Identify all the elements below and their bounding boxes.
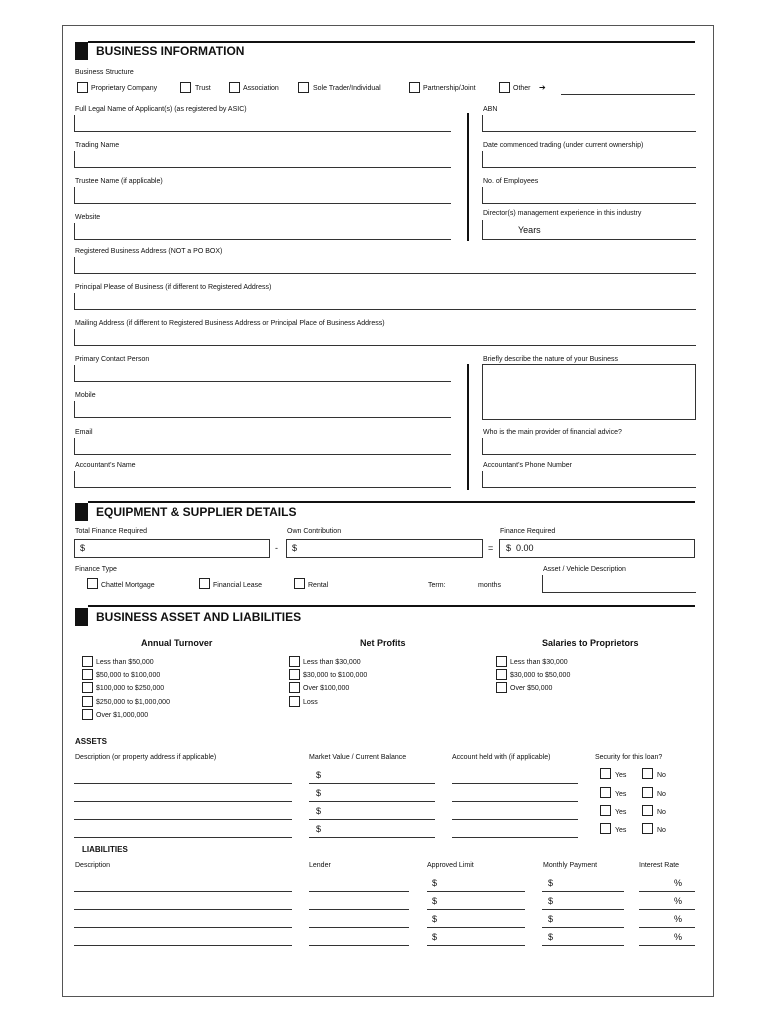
field-label: Principal Please of Business (if different to Registered Address) — [75, 284, 272, 291]
total-finance-input[interactable] — [74, 539, 270, 558]
checkbox-proprietary[interactable] — [77, 82, 88, 93]
liability-description-input[interactable] — [74, 891, 292, 892]
accountant-name-input[interactable] — [74, 471, 451, 488]
assets-heading: ASSETS — [75, 737, 108, 746]
field-label: Briefly describe the nature of your Business — [483, 356, 619, 363]
currency-symbol: $ — [316, 788, 322, 798]
approved-limit-input[interactable] — [427, 909, 525, 910]
arrow-right-icon: ➔ — [539, 83, 546, 92]
currency-symbol: $ — [548, 914, 554, 924]
no-label: No — [657, 809, 666, 816]
interest-rate-input[interactable] — [639, 945, 695, 946]
option-label: $30,000 to $100,000 — [303, 672, 368, 679]
checkbox-trust[interactable] — [180, 82, 191, 93]
approved-limit-input[interactable] — [427, 945, 525, 946]
currency-symbol: $ — [548, 932, 554, 942]
checkbox-security-yes[interactable] — [600, 787, 611, 798]
turnover-heading: Annual Turnover — [141, 638, 213, 648]
option-label: Association — [243, 85, 279, 92]
checkbox-profits[interactable] — [289, 669, 300, 680]
trustee-name-input[interactable] — [74, 187, 451, 204]
no-label: No — [657, 791, 666, 798]
yes-label: Yes — [615, 791, 627, 798]
mobile-input[interactable] — [74, 401, 451, 418]
section-marker — [75, 503, 88, 521]
checkbox-other[interactable] — [499, 82, 510, 93]
column-header: Lender — [309, 862, 331, 869]
checkbox-turnover[interactable] — [82, 696, 93, 707]
field-label: Registered Business Address (NOT a PO BOX) — [75, 248, 223, 255]
finance-required-value: $ 0.00 — [506, 543, 534, 553]
option-label: Proprietary Company — [91, 85, 158, 92]
asset-account-input[interactable] — [452, 819, 578, 820]
field-label: Mobile — [75, 392, 96, 399]
field-label: Full Legal Name of Applicant(s) (as registered by ASIC) — [75, 106, 247, 113]
no-label: No — [657, 772, 666, 779]
profits-heading: Net Profits — [360, 638, 406, 648]
field-label: Director(s) management experience in this industry — [483, 210, 642, 217]
checkbox-security-yes[interactable] — [600, 768, 611, 779]
field-label: Total Finance Required — [75, 528, 147, 535]
liability-description-input[interactable] — [74, 927, 292, 928]
column-header: Account held with (if applicable) — [452, 754, 551, 761]
employees-input[interactable] — [482, 187, 696, 204]
checkbox-salaries[interactable] — [496, 682, 507, 693]
monthly-payment-input[interactable] — [542, 891, 624, 892]
section-marker — [75, 608, 88, 626]
column-header: Monthly Payment — [543, 862, 598, 869]
checkbox-profits[interactable] — [289, 656, 300, 667]
trading-name-input[interactable] — [74, 151, 451, 168]
email-input[interactable] — [74, 438, 451, 455]
lender-input[interactable] — [309, 891, 409, 892]
asset-account-input[interactable] — [452, 837, 578, 838]
option-label: $250,000 to $1,000,000 — [96, 699, 170, 706]
checkbox-sole-trader[interactable] — [298, 82, 309, 93]
checkbox-turnover[interactable] — [82, 682, 93, 693]
checkbox-security-no[interactable] — [642, 805, 653, 816]
option-label: Rental — [308, 582, 329, 589]
field-label: Finance Required — [500, 528, 556, 535]
percent-symbol: % — [674, 896, 683, 906]
field-label: Asset / Vehicle Description — [543, 566, 626, 573]
checkbox-security-yes[interactable] — [600, 823, 611, 834]
liabilities-heading: LIABILITIES — [82, 845, 128, 854]
checkbox-salaries[interactable] — [496, 656, 507, 667]
asset-description-input[interactable] — [74, 801, 292, 802]
checkbox-profits[interactable] — [289, 682, 300, 693]
field-label: Finance Type — [75, 566, 117, 573]
currency-symbol: $ — [432, 914, 438, 924]
field-label: Date commenced trading (under current ownership) — [483, 142, 644, 149]
checkbox-partnership[interactable] — [409, 82, 420, 93]
checkbox-security-no[interactable] — [642, 823, 653, 834]
option-label: Over $100,000 — [303, 685, 350, 692]
equals-sign: = — [488, 543, 494, 553]
checkbox-security-yes[interactable] — [600, 805, 611, 816]
primary-contact-input[interactable] — [74, 365, 451, 382]
column-divider — [467, 113, 469, 241]
currency-symbol: $ — [80, 543, 86, 553]
checkbox-rental[interactable] — [294, 578, 305, 589]
asset-description-input[interactable] — [74, 819, 292, 820]
no-label: No — [657, 827, 666, 834]
lender-input[interactable] — [309, 909, 409, 910]
section-title-equipment: EQUIPMENT & SUPPLIER DETAILS — [96, 505, 297, 519]
option-label: Over $1,000,000 — [96, 712, 149, 719]
field-label: Trustee Name (if applicable) — [75, 178, 163, 185]
option-label: Less than $50,000 — [96, 659, 154, 666]
asset-value-input[interactable] — [309, 783, 435, 784]
structure-label: Business Structure — [75, 69, 134, 76]
asset-account-input[interactable] — [452, 801, 578, 802]
column-divider — [467, 364, 469, 490]
option-label: Less than $30,000 — [303, 659, 361, 666]
asset-account-input[interactable] — [452, 783, 578, 784]
section-rule — [88, 501, 695, 503]
field-label: Mailing Address (if different to Registered Business Address or Principal Place of Business Address) — [75, 320, 385, 327]
section-rule — [88, 41, 695, 43]
option-label: Financial Lease — [213, 582, 263, 589]
currency-symbol: $ — [316, 806, 322, 816]
asset-value-input[interactable] — [309, 837, 435, 838]
field-label: No. of Employees — [483, 178, 539, 185]
financial-advice-input[interactable] — [482, 438, 696, 455]
option-label: $100,000 to $250,000 — [96, 685, 165, 692]
checkbox-salaries[interactable] — [496, 669, 507, 680]
asset-value-input[interactable] — [309, 801, 435, 802]
field-label: Accountant’s Name — [75, 462, 136, 469]
approved-limit-input[interactable] — [427, 891, 525, 892]
checkbox-association[interactable] — [229, 82, 240, 93]
section-rule — [88, 605, 695, 607]
section-title-business: BUSINESS INFORMATION — [96, 44, 245, 58]
column-header: Market Value / Current Balance — [309, 754, 407, 761]
liability-description-input[interactable] — [74, 945, 292, 946]
option-label: Less than $30,000 — [510, 659, 568, 666]
field-label: Primary Contact Person — [75, 356, 150, 363]
asset-value-input[interactable] — [309, 819, 435, 820]
checkbox-turnover[interactable] — [82, 709, 93, 720]
percent-symbol: % — [674, 914, 683, 924]
currency-symbol: $ — [548, 878, 554, 888]
option-label: Other — [513, 85, 531, 92]
column-header: Description (or property address if applicable) — [75, 754, 217, 761]
field-label: Trading Name — [75, 142, 120, 149]
monthly-payment-input[interactable] — [542, 927, 624, 928]
asset-description-input[interactable] — [74, 837, 292, 838]
checkbox-security-no[interactable] — [642, 768, 653, 779]
abn-input[interactable] — [482, 115, 696, 132]
currency-symbol: $ — [316, 770, 322, 780]
column-header: Interest Rate — [639, 862, 680, 869]
checkbox-profits[interactable] — [289, 696, 300, 707]
option-label: Chattel Mortgage — [101, 582, 155, 589]
field-label: ABN — [483, 106, 498, 113]
lender-input[interactable] — [309, 945, 409, 946]
currency-symbol: $ — [292, 543, 298, 553]
mailing-address-input[interactable] — [74, 329, 696, 346]
option-label: Sole Trader/Individual — [313, 85, 381, 92]
option-label: Trust — [195, 85, 211, 92]
asset-description-input[interactable] — [74, 783, 292, 784]
field-label: Own Contribution — [287, 528, 342, 535]
checkbox-security-no[interactable] — [642, 787, 653, 798]
column-header: Security for this loan? — [595, 754, 663, 761]
approved-limit-input[interactable] — [427, 927, 525, 928]
legal-name-input[interactable] — [74, 115, 451, 132]
field-label: Accountant’s Phone Number — [483, 462, 572, 469]
own-contribution-input[interactable] — [286, 539, 483, 558]
accountant-phone-input[interactable] — [482, 471, 696, 488]
nature-textarea[interactable] — [482, 364, 696, 420]
experience-input[interactable] — [482, 220, 696, 240]
currency-symbol: $ — [432, 896, 438, 906]
months-label: months — [478, 582, 501, 589]
option-label: $30,000 to $50,000 — [510, 672, 571, 679]
monthly-payment-input[interactable] — [542, 909, 624, 910]
field-label: Website — [75, 214, 101, 221]
interest-rate-input[interactable] — [639, 927, 695, 928]
interest-rate-input[interactable] — [639, 891, 695, 892]
checkbox-chattel-mortgage[interactable] — [87, 578, 98, 589]
checkbox-turnover[interactable] — [82, 669, 93, 680]
salaries-heading: Salaries to Proprietors — [542, 638, 639, 648]
section-marker — [75, 42, 88, 60]
asset-description-input[interactable] — [542, 575, 696, 593]
registered-address-input[interactable] — [74, 257, 696, 274]
years-label: Years — [518, 225, 541, 235]
monthly-payment-input[interactable] — [542, 945, 624, 946]
yes-label: Yes — [615, 827, 627, 834]
term-label: Term: — [428, 582, 446, 589]
field-label: Who is the main provider of financial advice? — [483, 429, 622, 436]
liability-description-input[interactable] — [74, 909, 292, 910]
currency-symbol: $ — [432, 932, 438, 942]
checkbox-turnover[interactable] — [82, 656, 93, 667]
column-header: Approved Limit — [427, 862, 474, 869]
percent-symbol: % — [674, 932, 683, 942]
website-input[interactable] — [74, 223, 451, 240]
column-header: Description — [75, 862, 111, 869]
date-commenced-input[interactable] — [482, 151, 696, 168]
yes-label: Yes — [615, 809, 627, 816]
lender-input[interactable] — [309, 927, 409, 928]
principal-place-input[interactable] — [74, 293, 696, 310]
percent-symbol: % — [674, 878, 683, 888]
currency-symbol: $ — [432, 878, 438, 888]
checkbox-financial-lease[interactable] — [199, 578, 210, 589]
option-label: Over $50,000 — [510, 685, 553, 692]
other-input[interactable] — [561, 94, 695, 95]
yes-label: Yes — [615, 772, 627, 779]
field-label: Email — [75, 429, 93, 436]
section-title-assets: BUSINESS ASSET AND LIABILITIES — [96, 610, 302, 624]
interest-rate-input[interactable] — [639, 909, 695, 910]
option-label: Loss — [303, 699, 318, 706]
option-label: Partnership/Joint — [423, 85, 476, 92]
option-label: $50,000 to $100,000 — [96, 672, 161, 679]
currency-symbol: $ — [548, 896, 554, 906]
currency-symbol: $ — [316, 824, 322, 834]
minus-sign: - — [275, 543, 278, 553]
